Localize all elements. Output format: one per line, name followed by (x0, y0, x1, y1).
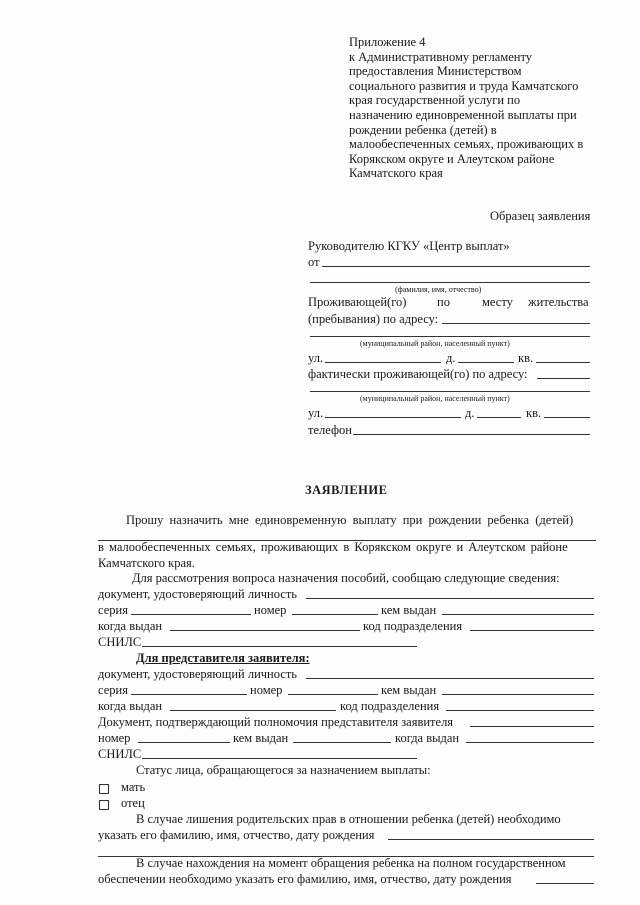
snils-label: СНИЛС (98, 635, 142, 649)
request-cont: в малообеспеченных семьях, проживающих в Корякском округе и Алеутском районе (98, 540, 568, 554)
phone-label: телефон (308, 423, 352, 437)
rep-authority-label: Документ, подтверждающий полномочия представителя заявителя (98, 715, 454, 729)
phone-field[interactable] (353, 434, 590, 435)
district-field[interactable] (310, 336, 590, 337)
dept-code-label: код подразделения (363, 619, 463, 633)
appendix-line: малообеспеченных семьях, проживающих в (349, 137, 584, 152)
rep-number-field[interactable] (288, 694, 378, 695)
residing-label-c: месту (482, 295, 513, 309)
address-field[interactable] (442, 323, 590, 324)
rep-auth-issued-when-label: когда выдан (395, 731, 460, 745)
page-title: ЗАЯВЛЕНИЕ (305, 483, 388, 497)
residing-label-a: Проживающей(го) (308, 295, 407, 309)
district-field-2[interactable] (310, 391, 590, 392)
issued-when-label: когда выдан (98, 619, 163, 633)
rep-issued-when-field[interactable] (170, 710, 336, 711)
mother-label: мать (121, 780, 146, 794)
addressee: Руководителю КГКУ «Центр выплат» (308, 239, 510, 253)
appendix-line: Приложение 4 (349, 35, 426, 49)
from-field-2[interactable] (310, 282, 590, 283)
rep-snils-label: СНИЛС (98, 747, 142, 761)
request-line: Прошу назначить мне единовременную выплату при рождении ребенка (детей) (126, 513, 574, 527)
doc-field[interactable] (306, 598, 594, 599)
appendix-line: Камчатского края (349, 166, 443, 181)
rep-auth-issued-by-label: кем выдан (233, 731, 289, 745)
appendix-header (349, 35, 583, 181)
street-label: ул. (308, 351, 324, 365)
rep-series-field[interactable] (131, 694, 247, 695)
appendix-line: социального развития и труда Камчатского (349, 78, 579, 93)
rep-heading: Для представителя заявителя: (136, 651, 310, 665)
appendix-line: края государственной услуги по (349, 93, 521, 108)
apt-field-2[interactable] (544, 417, 590, 418)
rep-issued-when-label: когда выдан (98, 699, 163, 713)
status-intro: Статус лица, обращающегося за назначением выплаты: (136, 763, 431, 777)
rep-issued-by-label: кем выдан (381, 683, 437, 697)
fio-hint: (фамилия, имя, отчество) (395, 285, 482, 294)
rep-auth-number-field[interactable] (138, 742, 230, 743)
house-field[interactable] (458, 362, 514, 363)
appendix-line: рождении ребенка (детей) в (349, 122, 497, 137)
deprived-field[interactable] (388, 839, 594, 840)
appendix-line: назначению единовременной выплаты при (349, 107, 577, 122)
rep-auth-issued-when-field[interactable] (466, 742, 594, 743)
rep-issued-by-field[interactable] (442, 694, 594, 695)
rep-doc-field[interactable] (306, 678, 594, 679)
state-care-line-2: обеспечении необходимо указать его фамилию, имя, отчество, дату рождения (98, 872, 512, 886)
appendix-line: Корякском округе и Алеутском районе (349, 151, 555, 166)
dept-code-field[interactable] (470, 630, 594, 631)
deprived-line-2: указать его фамилию, имя, отчество, дату рождения (98, 828, 375, 842)
rep-authority-field[interactable] (470, 726, 594, 727)
house-field-2[interactable] (477, 417, 521, 418)
rep-dept-code-field[interactable] (446, 710, 594, 711)
doc-label: документ, удостоверяющий личность (98, 587, 298, 601)
district-hint-2: (муниципальный район, населенный пункт) (360, 394, 510, 403)
house-label-2: д. (465, 406, 475, 420)
rep-series-label: серия (98, 683, 128, 697)
father-label: отец (121, 796, 145, 810)
issued-when-field[interactable] (170, 630, 360, 631)
info-intro: Для рассмотрения вопроса назначения пособий, сообщаю следующие сведения: (132, 571, 560, 585)
house-label: д. (446, 351, 456, 365)
rep-auth-number-label: номер (98, 731, 131, 745)
apt-field[interactable] (536, 362, 590, 363)
number-label: номер (254, 603, 287, 617)
appendix-line: предоставления Министерством (349, 64, 522, 79)
state-care-line-1: В случае нахождения на момент обращения ребенка на полном государственном (136, 856, 566, 870)
number-field[interactable] (292, 614, 378, 615)
deprived-line-1: В случае лишения родительских прав в отношении ребенка (детей) необходимо (136, 812, 561, 826)
from-field[interactable] (322, 266, 590, 267)
snils-field[interactable] (142, 646, 417, 647)
district-hint: (муниципальный район, населенный пункт) (360, 339, 510, 348)
rep-number-label: номер (250, 683, 283, 697)
from-label: от (308, 255, 320, 269)
series-label: серия (98, 603, 128, 617)
rep-snils-field[interactable] (142, 758, 417, 759)
street-label-2: ул. (308, 406, 324, 420)
rep-doc-label: документ, удостоверяющий личность (98, 667, 298, 681)
issued-by-label: кем выдан (381, 603, 437, 617)
apt-label: кв. (518, 351, 534, 365)
street-field[interactable] (325, 362, 441, 363)
request-end: Камчатского края. (98, 556, 195, 570)
sample-label: Образец заявления (490, 209, 591, 223)
state-care-field[interactable] (536, 883, 594, 884)
mother-checkbox[interactable] (99, 784, 109, 794)
rep-dept-code-label: код подразделения (340, 699, 440, 713)
series-field[interactable] (131, 614, 251, 615)
issued-by-field[interactable] (442, 614, 594, 615)
actual-field[interactable] (537, 378, 590, 379)
residing-label-d: жительства (528, 295, 589, 309)
actual-label: фактически проживающей(го) по адресу: (308, 367, 528, 381)
rep-auth-issued-by-field[interactable] (293, 742, 391, 743)
residing-label-2: (пребывания) по адресу: (308, 312, 439, 326)
appendix-line: к Административному регламенту (349, 49, 533, 64)
apt-label-2: кв. (526, 406, 542, 420)
street-field-2[interactable] (325, 417, 461, 418)
residing-label-b: по (437, 295, 450, 309)
father-checkbox[interactable] (99, 800, 109, 810)
